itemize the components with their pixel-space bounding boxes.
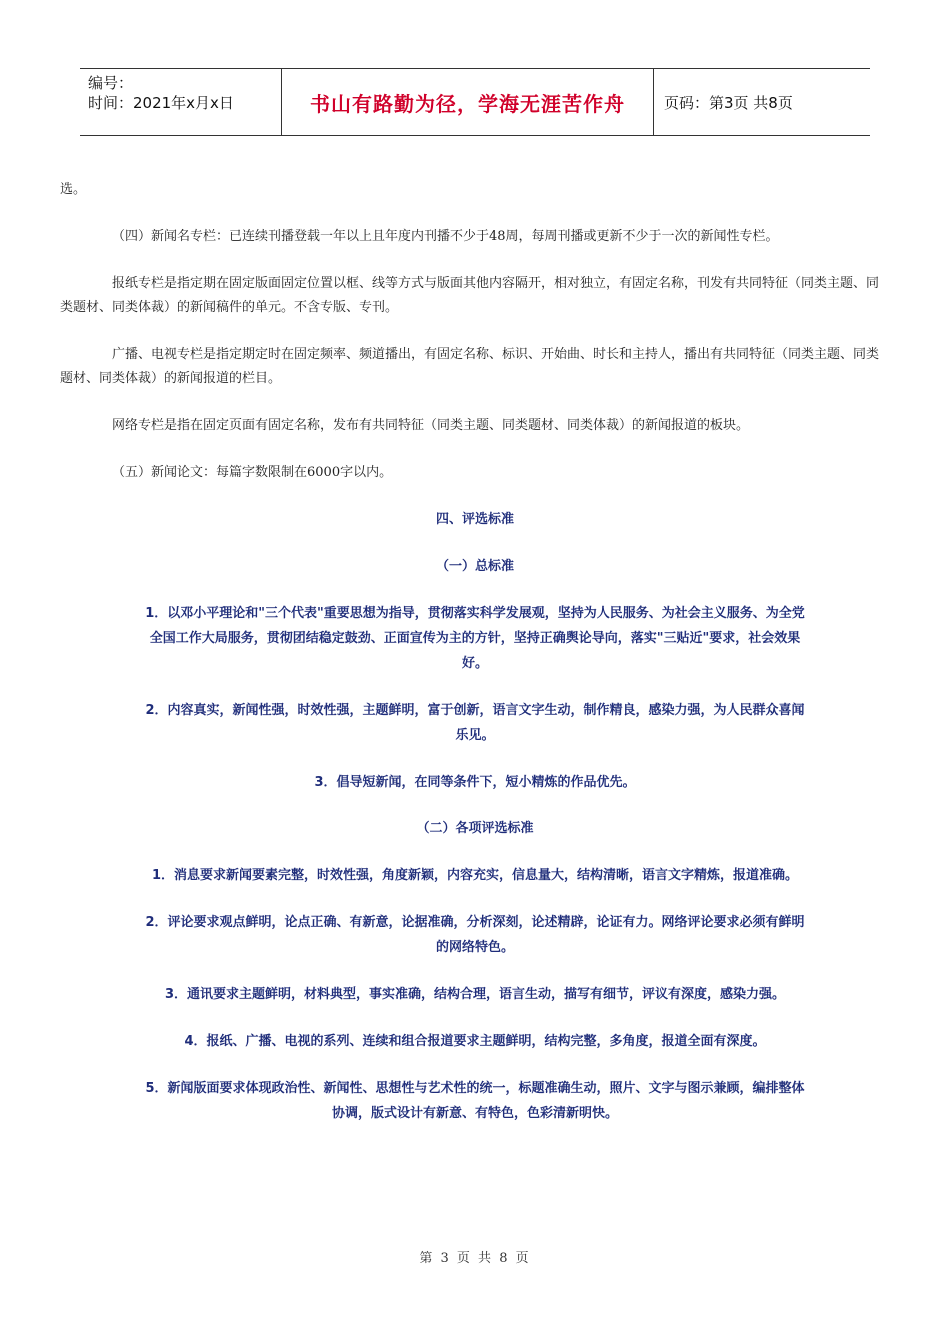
criteria-item: 2．内容真实，新闻性强，时效性强，主题鲜明，富于创新，语言文字生动，制作精良，感染力强，为人民群众喜闻乐见。 bbox=[145, 703, 805, 743]
paragraph: 广播、电视专栏是指定期定时在固定频率、频道播出，有固定名称、标识、开始曲、时长和主持人，播出有共同特征（同类主题、同类题材、同类体裁）的新闻报道的栏目。 bbox=[60, 347, 880, 386]
page-footer: 第 3 页 共 8 页 bbox=[419, 1251, 531, 1266]
paragraph: （五）新闻论文：每篇字数限制在6000字以内。 bbox=[112, 465, 393, 480]
criteria-item: 5．新闻版面要求体现政治性、新闻性、思想性与艺术性的统一，标题准确生动，照片、文字与图示兼顾，编排整体协调，版式设计有新意、有特色，色彩清新明快。 bbox=[145, 1081, 805, 1121]
paragraph: （四）新闻名专栏：已连续刊播登载一年以上且年度内刊播不少于48周，每周刊播或更新不少于一次的新闻性专栏。 bbox=[112, 229, 779, 244]
section-title: 四、评选标准 bbox=[435, 512, 514, 527]
subsection-title: （一）总标准 bbox=[435, 559, 514, 574]
subsection-title: （二）各项评选标准 bbox=[416, 821, 534, 836]
header-meta bbox=[80, 69, 282, 135]
criteria-item: 2．评论要求观点鲜明，论点正确、有新意，论据准确，分析深刻，论述精辟，论证有力。网络评论要求必须有鲜明的网络特色。 bbox=[145, 915, 805, 955]
criteria-item: 3．倡导短新闻，在同等条件下，短小精炼的作品优先。 bbox=[314, 775, 636, 790]
header-motto: 书山有路勤为径，学海无涯苦作舟 bbox=[282, 69, 654, 135]
document-body bbox=[60, 178, 890, 1126]
page-header bbox=[80, 68, 870, 136]
criteria-item: 3．通讯要求主题鲜明，材料典型，事实准确，结构合理，语言生动，描写有细节，评议有深度，感染力强。 bbox=[164, 987, 786, 1002]
criteria-item: 1．以邓小平理论和"三个代表"重要思想为指导，贯彻落实科学发展观，坚持为人民服务、为社会主义服务、为全党全国工作大局服务，贯彻团结稳定鼓劲、正面宣传为主的方针，坚持正确舆论导向，落实"三贴近"要求，社会效果好。 bbox=[145, 606, 805, 671]
criteria-item: 4．报纸、广播、电视的系列、连续和组合报道要求主题鲜明，结构完整，多角度，报道全面有深度。 bbox=[184, 1034, 766, 1049]
paragraph: 网络专栏是指在固定页面有固定名称，发布有共同特征（同类主题、同类题材、同类体裁）的新闻报道的板块。 bbox=[112, 418, 750, 433]
paragraph: 报纸专栏是指定期在固定版面固定位置以框、线等方式与版面其他内容隔开，相对独立，有固定名称，刊发有共同特征（同类主题、同类题材、同类体裁）的新闻稿件的单元。不含专版、专刊。 bbox=[60, 276, 880, 315]
criteria-item: 1．消息要求新闻要素完整，时效性强，角度新颖，内容充实，信息量大，结构清晰，语言文字精炼，报道准确。 bbox=[151, 868, 799, 883]
number-label: 编号： bbox=[88, 74, 134, 92]
header-page-code: 页码：第3页 共8页 bbox=[664, 93, 793, 112]
time-label: 时间：2021年x月x日 bbox=[88, 94, 234, 112]
paragraph: 选。 bbox=[60, 182, 87, 197]
